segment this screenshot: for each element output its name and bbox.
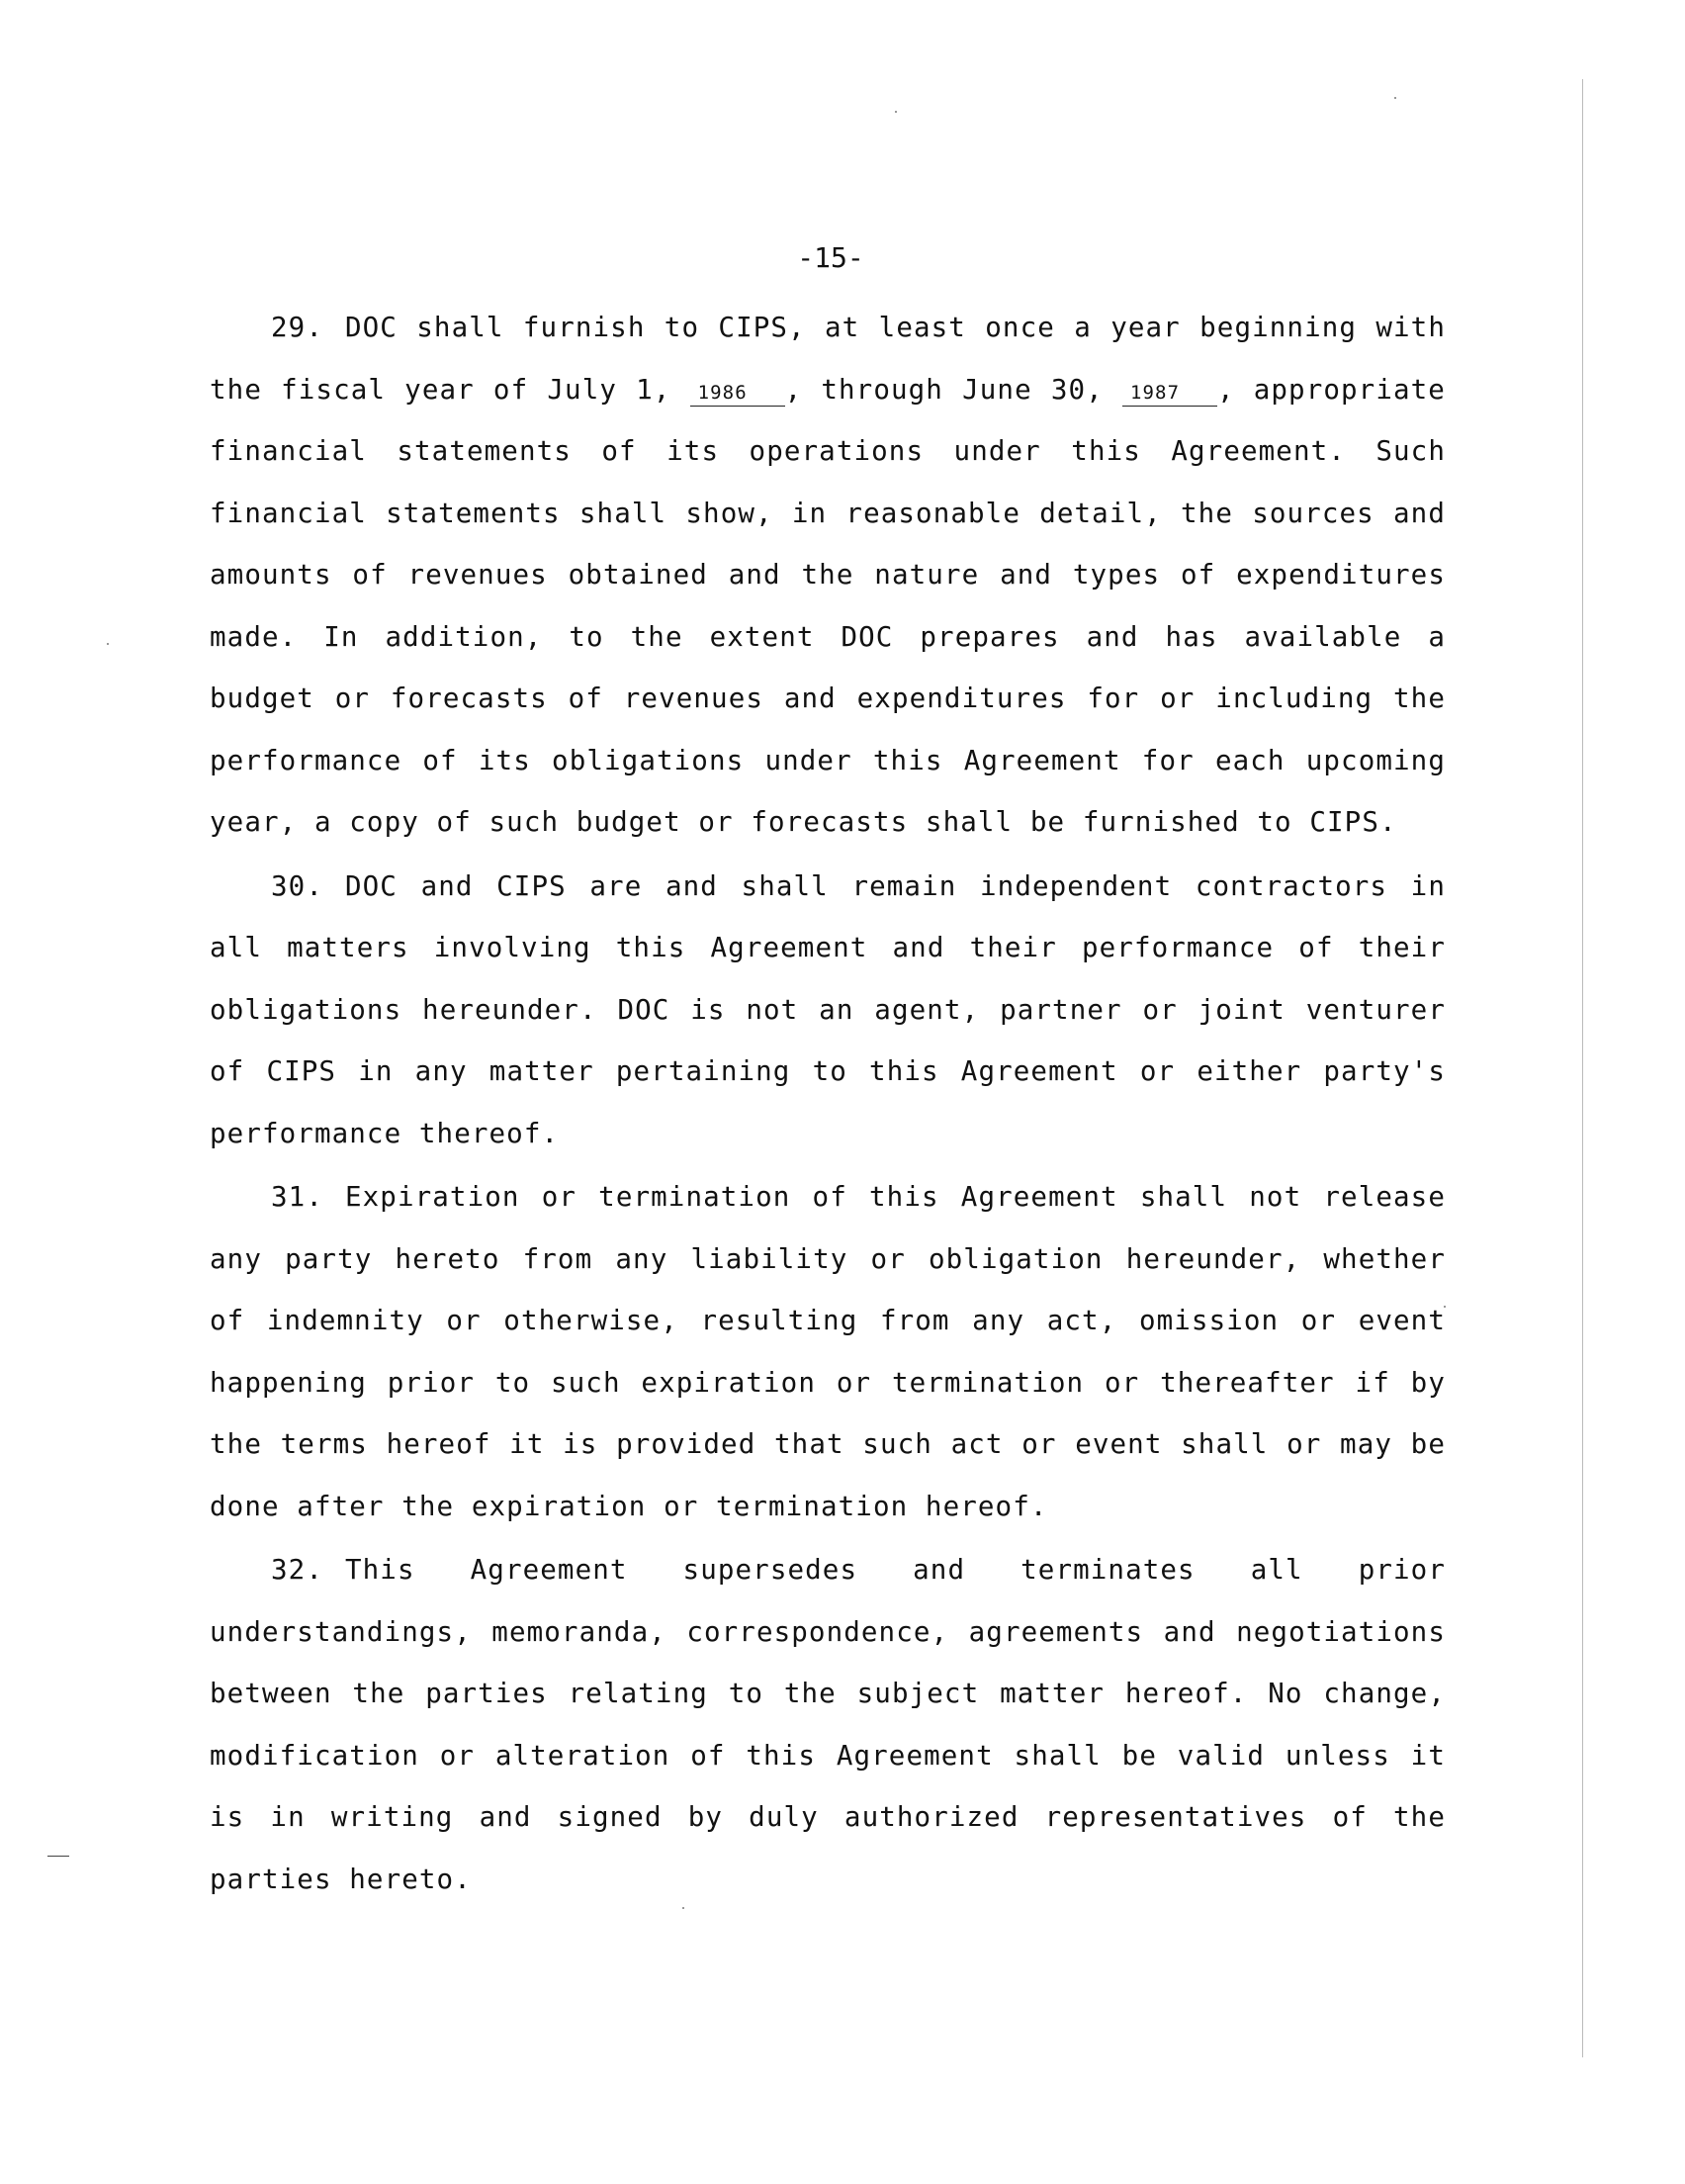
scan-mark bbox=[47, 1856, 69, 1857]
paragraph-text: , appropriate financial statements of its operations under this Agreement. Such financial statements shall show, in reasonable detail, the sources and amounts of revenues obtained and the nature and types of expenditures made. In addition, to the extent DOC prepares and has available a budget or forecasts of revenues and expenditures for or including the performance of its obligations under this Agreement for each upcoming year, a copy of such budget or forecasts shall be furnished to CIPS. bbox=[210, 373, 1446, 838]
paragraph-32 bbox=[210, 1539, 1446, 1910]
scan-speck bbox=[1394, 97, 1396, 99]
paragraph-text: DOC and CIPS are and shall remain independent contractors in all matters involving this Agreement and their performance of their obligations hereunder. DOC is not an agent, partner or joint venturer of CIPS in any matter pertaining to this Agreement or either party's performance thereof. bbox=[210, 869, 1446, 1149]
page-number: -15- bbox=[797, 241, 864, 274]
paragraph-text: This Agreement supersedes and terminates all prior understandings, memoranda, correspondence, agreements and negotiations between the parties relating to the subject matter hereof. No change, modification or alteration of this Agreement shall be valid unless it is in writing and signed by duly authorized representatives of the parties hereto. bbox=[210, 1554, 1446, 1895]
document-body bbox=[210, 297, 1446, 1910]
paragraph-30 bbox=[210, 856, 1446, 1165]
paragraph-number: 32. bbox=[271, 1554, 323, 1586]
paragraph-31 bbox=[210, 1166, 1446, 1537]
scan-edge-line bbox=[1582, 79, 1583, 2057]
fiscal-year-start-fill: 1986 bbox=[690, 380, 785, 407]
paragraph-text: , through June 30, bbox=[784, 373, 1122, 406]
paragraph-number: 30. bbox=[271, 869, 323, 902]
scan-speck bbox=[895, 111, 897, 113]
paragraph-29 bbox=[210, 297, 1446, 854]
paragraph-number: 31. bbox=[271, 1181, 323, 1213]
paragraph-text: DOC shall furnish to CIPS, at least once a year beginning with the fiscal year of July 1, bbox=[210, 312, 1446, 406]
fiscal-year-end-fill: 1987 bbox=[1122, 380, 1217, 407]
paragraph-number: 29. bbox=[271, 312, 323, 343]
paragraph-text: Expiration or termination of this Agreement shall not release any party hereto from any liability or obligation hereunder, whether of indemnity or otherwise, resulting from any act, omission or event happening prior to such expiration or termination or thereafter if by the terms hereof it is provided that such act or event shall or may be done after the expiration or termination hereof. bbox=[210, 1181, 1446, 1522]
scan-speck bbox=[107, 643, 109, 645]
